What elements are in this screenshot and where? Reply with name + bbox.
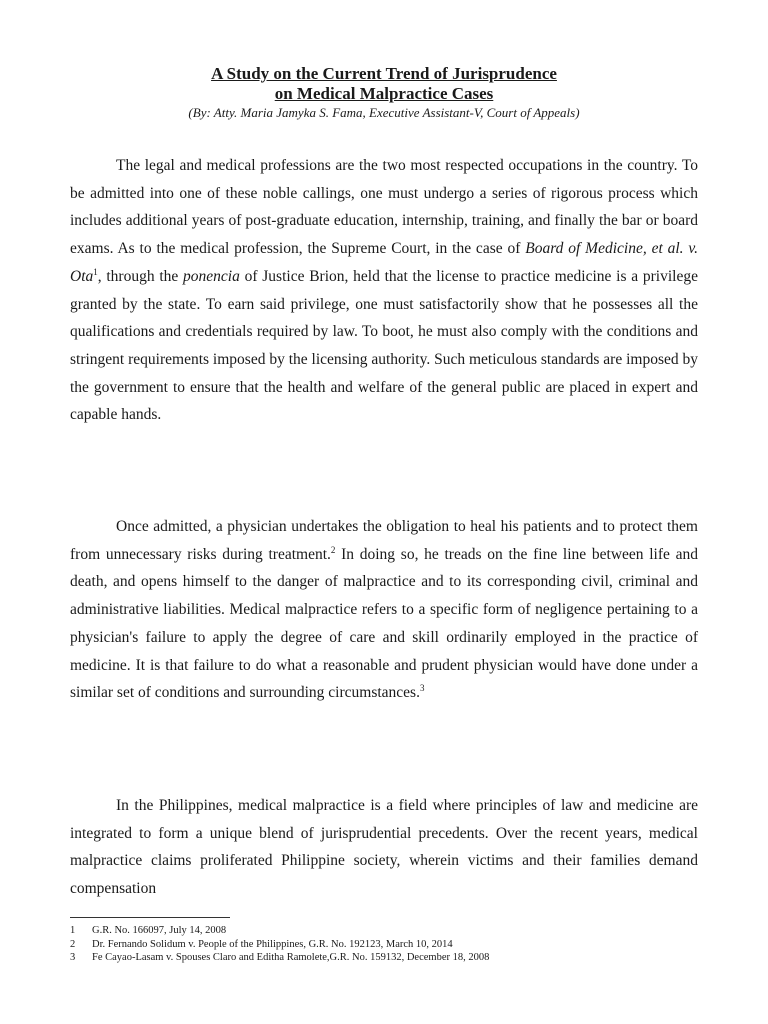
- footnotes: [70, 924, 710, 965]
- paragraph-text: The legal and medical professions are the two most respected occupations in the country. To be admitted into one of these noble callings, one must undergo a series of rigorous process which includes additional years of post-graduate education, internship, training, and finally the bar or board exams. As to the medical profession, the Supreme Court, in the case of: [70, 157, 698, 258]
- footnote-number: 2: [70, 938, 76, 950]
- paragraph-text: of Justice Brion, held that the license to practice medicine is a privilege granted by the state. To earn said privilege, one must satisfactorily show that he possesses all the qualifications and credentials required by law. To boot, he must also comply with the conditions and stringent requirements imposed by the licensing authority. Such meticulous standards are imposed by the government to ensure that the health and welfare of the general public are placed in expert and capable hands.: [70, 267, 698, 424]
- paragraph-text: , through the: [97, 267, 184, 285]
- document-byline: (By: Atty. Maria Jamyka S. Fama, Executive Assistant-V, Court of Appeals): [188, 105, 580, 120]
- document-title-line-2: on Medical Malpractice Cases: [274, 84, 494, 103]
- footnote-number: 1: [70, 925, 76, 936]
- footnote-reference: 3: [419, 683, 425, 694]
- case-citation: Board of Medicine, et al. v. Ota: [70, 240, 698, 285]
- footnote-text: Dr. Fernando Solidum v. People of the Philippines, G.R. No. 192123, March 10, 2014: [92, 938, 453, 950]
- footnote-divider: [70, 917, 230, 918]
- paragraph-text: Once admitted, a physician undertakes the obligation to heal his patients and to protect them from unnecessary risks during treatment.: [70, 518, 698, 563]
- body-paragraph-2: [70, 513, 698, 707]
- footnote-text: Fe Cayao-Lasam v. Spouses Claro and Editha Ramolete,G.R. No. 159132, December 18, 2008: [92, 952, 490, 963]
- footnote-reference: 1: [93, 266, 98, 277]
- footnote-item: [70, 938, 710, 952]
- body-paragraph-1: [70, 152, 698, 429]
- ponencia-term: ponencia: [183, 267, 240, 285]
- footnote-text: G.R. No. 166097, July 14, 2008: [92, 925, 227, 936]
- document-title-line-1: A Study on the Current Trend of Jurisprudence: [211, 64, 557, 83]
- footnote-item: [70, 924, 710, 938]
- footnote-item: [70, 951, 710, 965]
- body-paragraph-3: In the Philippines, medical malpractice is a field where principles of law and medicine are integrated to form a unique blend of jurisprudential precedents. Over the recent years, medical malpractice claims proliferated Philippine society, wherein victims and their families demand compensation: [70, 797, 698, 898]
- paragraph-text: In doing so, he treads on the fine line between life and death, and opens himself to the danger of malpractice and to its corresponding civil, criminal and administrative liabilities. Medical malpractice refers to a specific form of negligence pertaining to a physician's failure to apply the degree of care and skill ordinarily employed in the practice of medicine. It is that failure to do what a reasonable and prudent physician would have done under a similar set of conditions and surrounding circumstances.: [70, 545, 698, 702]
- footnote-reference: 2: [330, 544, 336, 555]
- footnote-number: 3: [70, 952, 76, 963]
